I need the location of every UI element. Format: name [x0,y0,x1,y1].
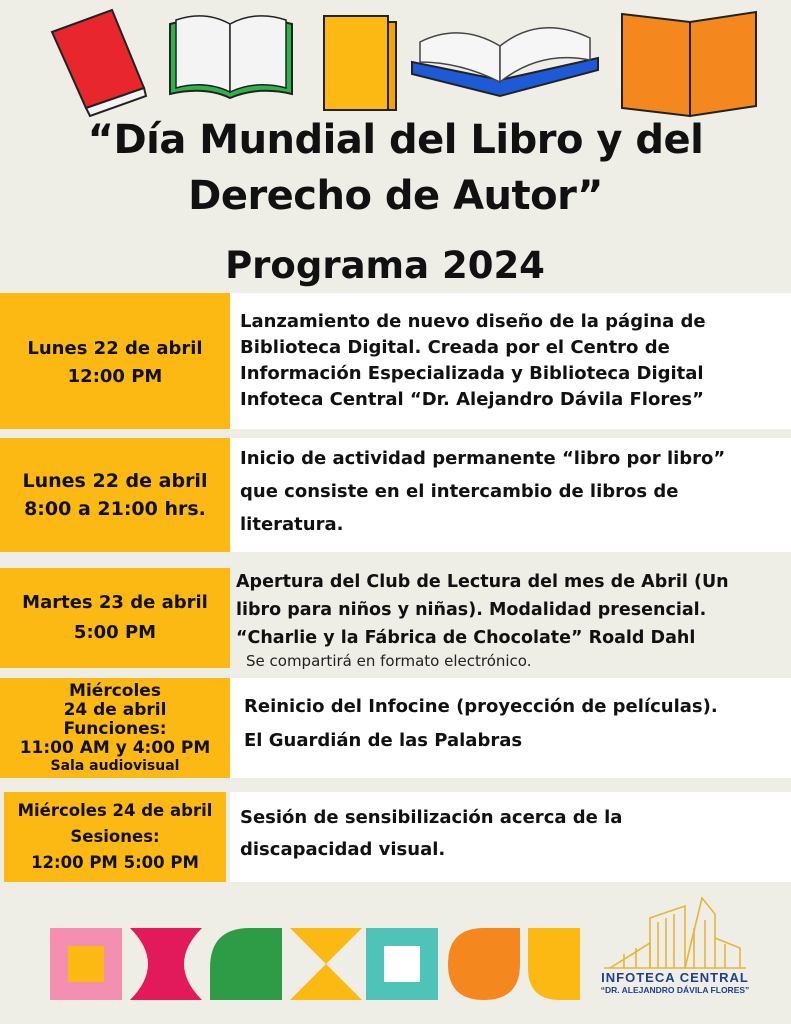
event-location: Sala audiovisual [50,758,180,774]
event-date-cell [4,792,226,882]
red-book-icon [52,10,146,116]
event-time: 5:00 PM [73,622,157,643]
green-open-book-icon [170,16,292,98]
event-desc-line: Apertura del Club de Lectura del mes de Abril (Un [236,572,729,592]
event-desc-line: Sesión de sensibilización acerca de la [240,807,623,828]
event-desc-line: Reinicio del Infocine (proyección de películas). [244,696,718,717]
event-description [230,293,791,429]
event-date: Martes 23 de abril [22,592,208,613]
event-desc-line: Lanzamiento de nuevo diseño de la página de [240,311,706,332]
event-time: 12:00 PM [67,366,163,387]
event-date: Lunes 22 de abril [27,338,203,359]
event-label: Sesiones: [70,827,160,846]
event-row-3 [0,568,791,668]
logo-name: INFOTECA CENTRAL [601,970,749,985]
event-description [230,568,791,668]
event-date: Miércoles 24 de abril [17,801,213,820]
logo-subtitle: “DR. ALEJANDRO DÁVILA FLORES” [600,985,750,995]
yellow-bowtie-shape [290,928,362,1000]
yellow-drop-shape [528,928,580,1000]
event-desc-line: discapacidad visual. [240,839,446,860]
event-desc-line: Inicio de actividad permanente “libro por libro” [240,448,726,469]
pink-square-shape [50,928,122,1000]
event-desc-line: que consiste en el intercambio de libros de [240,481,679,502]
event-note: Se compartirá en formato electrónico. [246,652,532,670]
event-time: 12:00 PM 5:00 PM [31,853,199,872]
event-time: 11:00 AM y 4:00 PM [19,738,211,758]
event-desc-line: El Guardián de las Palabras [244,730,523,751]
event-date-cell [0,438,230,552]
magenta-hourglass-shape [130,928,202,1000]
event-description [230,438,791,552]
event-date: Lunes 22 de abril [22,470,208,492]
event-desc-line: libro para niños y niñas). Modalidad presencial. [236,600,707,620]
books-illustration [0,0,791,120]
page-title-line-1: “Día Mundial del Libro y del [87,117,704,163]
event-desc-line: literatura. [240,514,344,535]
orange-book-icon [622,12,756,116]
event-desc-line: Información Especializada y Biblioteca Digital [240,363,704,384]
event-time: 8:00 a 21:00 hrs. [24,498,206,520]
program-subtitle: Programa 2024 [225,244,545,287]
event-row-5 [0,792,791,882]
event-row-1 [0,293,791,429]
event-description [230,792,791,882]
event-date: 24 de abril [63,700,167,720]
teal-square-shape [366,928,438,1000]
event-label: Funciones: [63,719,167,739]
page-title [0,112,791,224]
event-desc-line: “Charlie y la Fábrica de Chocolate” Roald Dahl [236,628,696,648]
yellow-book-icon [324,16,396,110]
event-row-4 [0,678,791,778]
event-desc-line: Infoteca Central “Dr. Alejandro Dávila Flores” [240,389,704,410]
green-leaf-shape [210,928,282,1000]
orange-drop-shape [448,928,520,1000]
event-date-cell [0,568,230,668]
event-row-2 [0,438,791,552]
event-desc-line: Biblioteca Digital. Creada por el Centro de [240,337,670,358]
page-title-line-2: Derecho de Autor” [188,173,603,219]
event-date-cell [0,678,230,778]
event-date: Miércoles [69,681,161,701]
event-description [230,678,791,778]
blue-open-book-icon [412,28,598,96]
event-date-cell [0,293,230,429]
geometric-pattern [50,928,580,1000]
